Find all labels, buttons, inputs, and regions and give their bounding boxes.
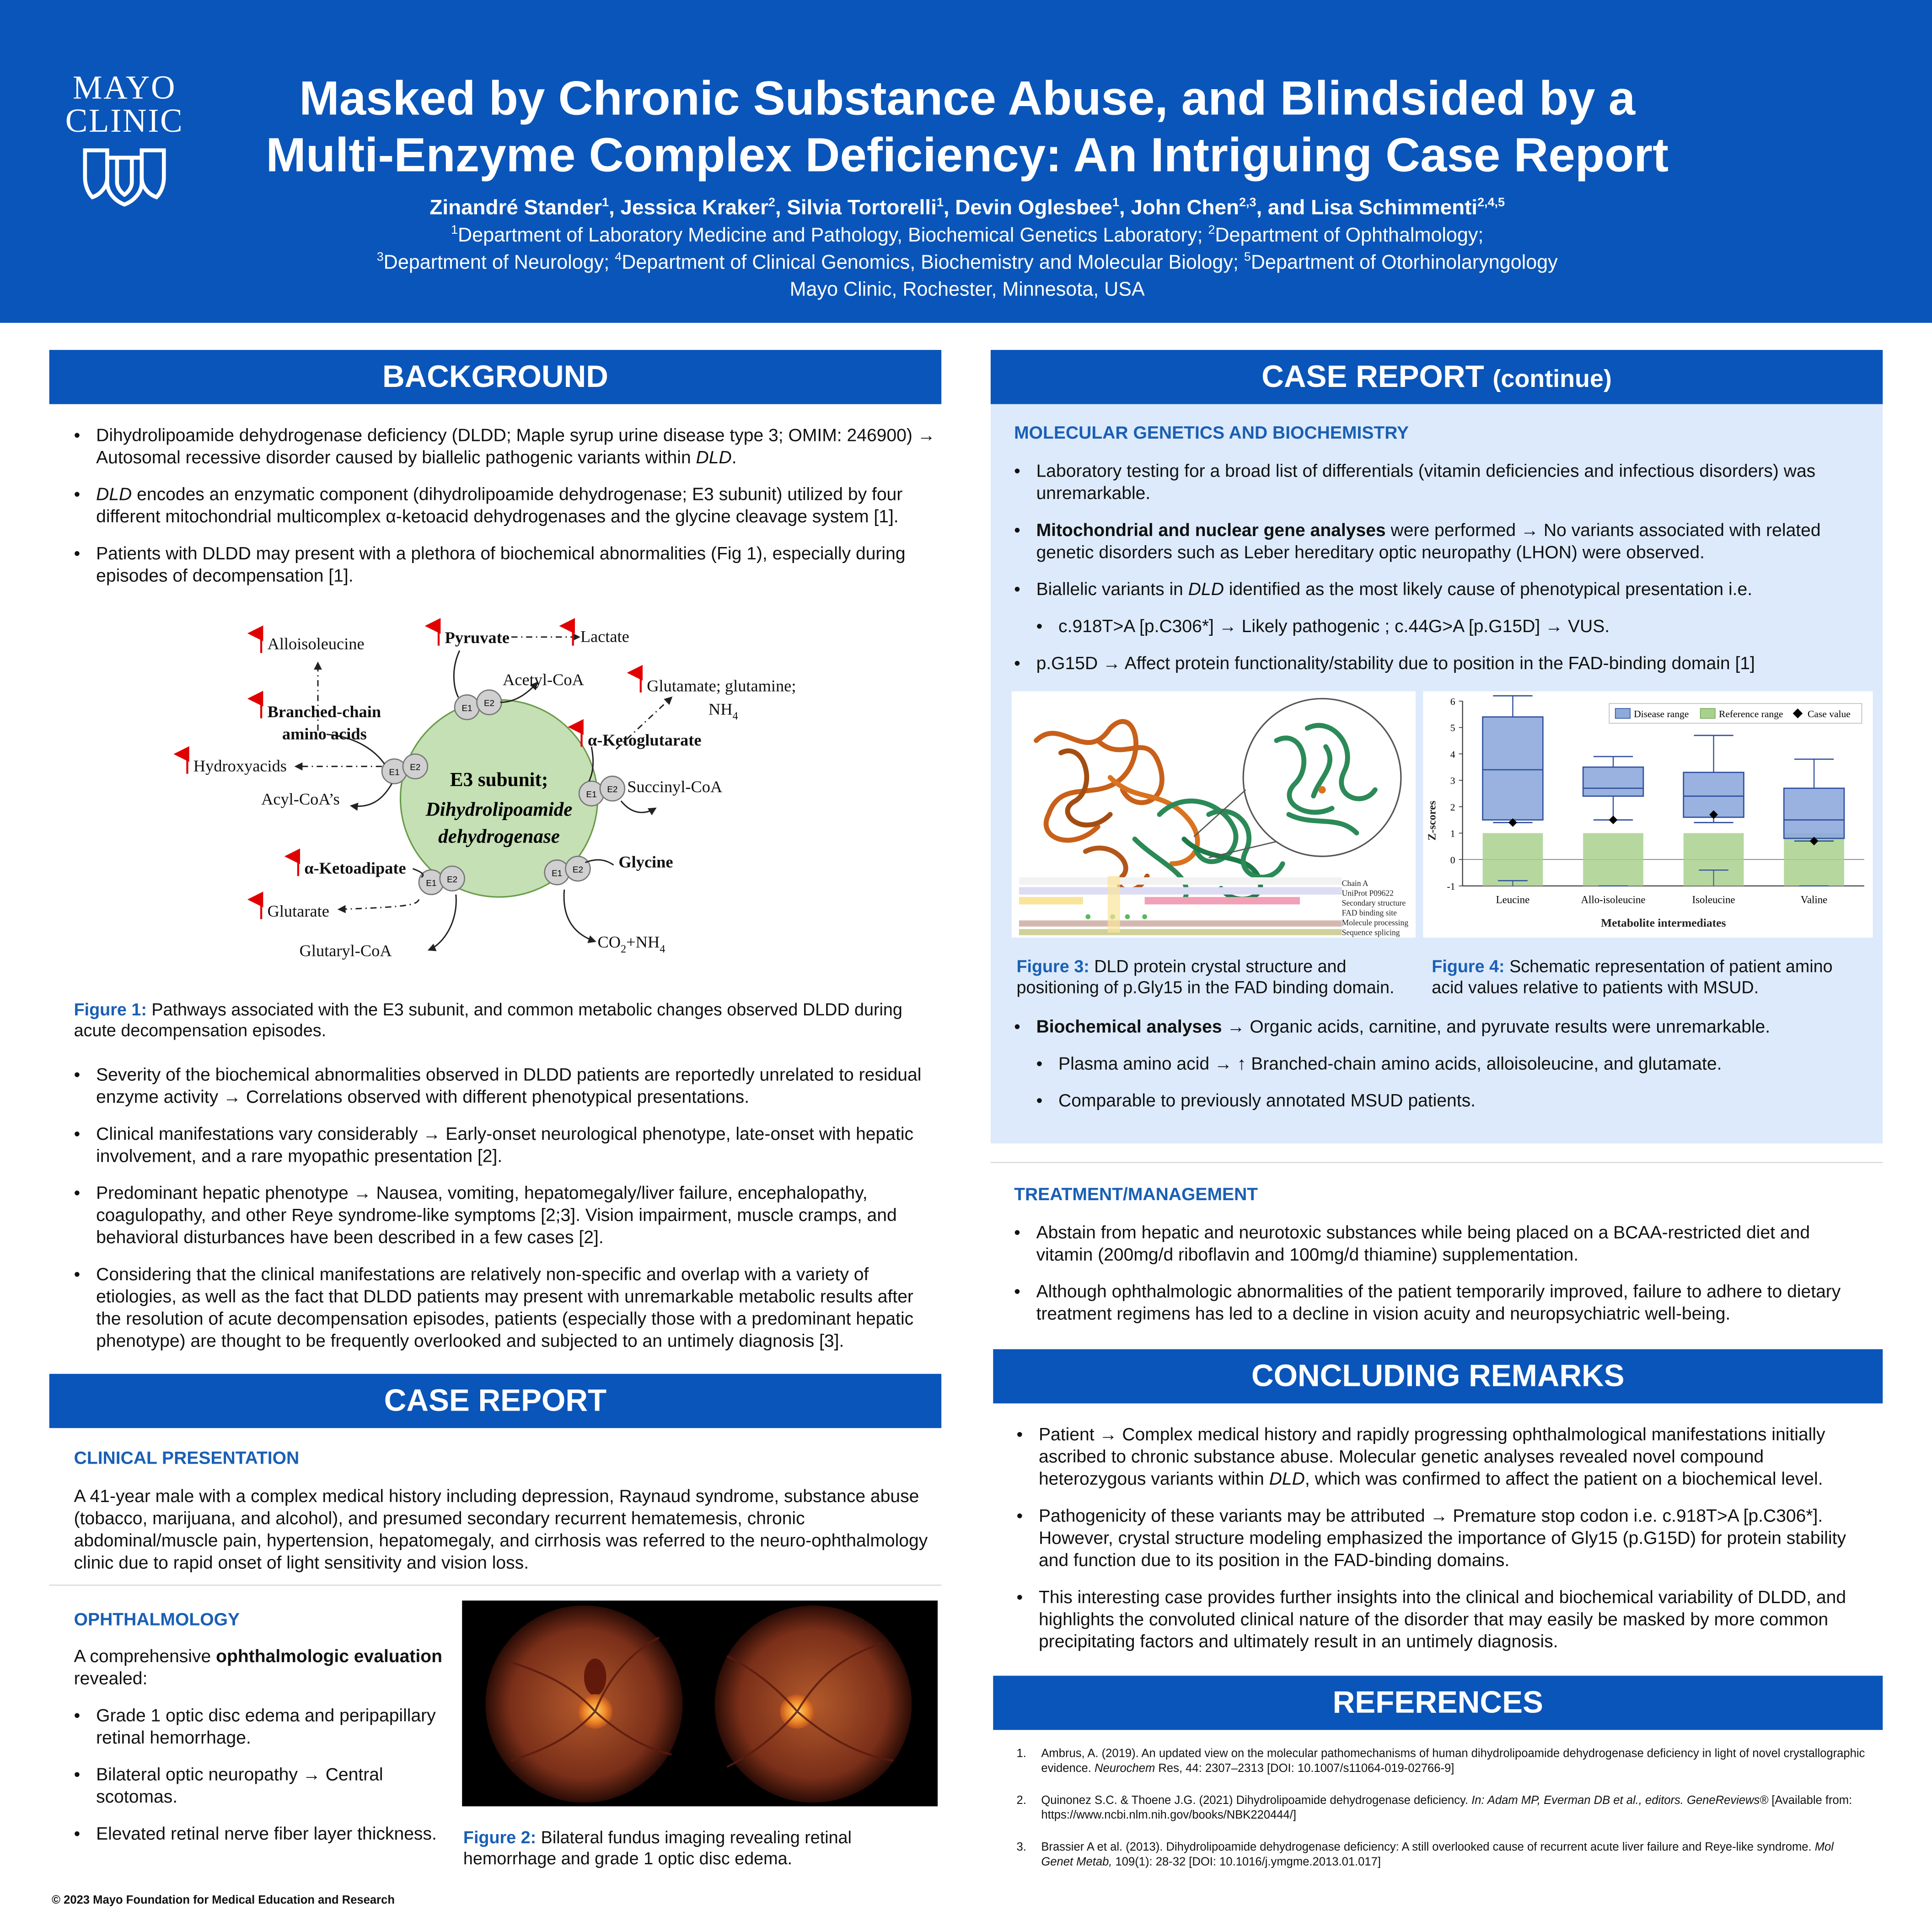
- acyl-coa-arrow: [351, 784, 392, 806]
- author-sup: 1: [936, 196, 944, 210]
- affiliation-line-3: Mayo Clinic, Rochester, Minnesota, USA: [789, 279, 1145, 301]
- text: Abstain from hepatic and neurotoxic substances while being placed on a BCAA-restricted diet and vitamin (200mg/d riboflavin and 100mg/d thiamine) supplementation.: [1036, 1224, 1810, 1266]
- e2-label: E2: [607, 784, 618, 794]
- track-label: Sequence splicing: [1342, 928, 1400, 937]
- author-sep: ,: [943, 196, 955, 220]
- label-pyruvate: Pyruvate: [445, 628, 510, 647]
- fundus-photos: [462, 1600, 938, 1806]
- co2-arrow: [564, 890, 595, 941]
- list-item: [74, 1824, 450, 1846]
- e3-label-2: Dihydrolipoamide: [425, 799, 573, 821]
- affil-text: Department of Laboratory Medicine and Pathology, Biochemical Genetics Laboratory;: [458, 225, 1208, 247]
- list-item: [1036, 1090, 1864, 1112]
- list-item: [74, 484, 937, 529]
- list-item: [74, 1264, 937, 1353]
- text: Considering that the clinical manifestations are relatively non-specific and overlap with a variety of etiologies, as well as the fact that DLDD patients may present with unremarkable metabolic results after the resolution of acute decompensation episodes, patients (especially those with a predominant hepatic phenotype) are thought to be frequently overlooked and subjected to an untimely diagnosis [3].: [96, 1265, 914, 1352]
- background-heading: [49, 350, 941, 404]
- y-tick-label: 0: [1450, 854, 1455, 866]
- figure-label: Figure 3:: [1016, 956, 1089, 976]
- affil-sup: 2: [1208, 224, 1215, 238]
- case-continue-heading-text: CASE REPORT: [1261, 360, 1484, 395]
- list-item: [74, 1705, 450, 1750]
- gly15-marker: [1318, 786, 1326, 794]
- list-item: [1014, 1282, 1864, 1326]
- glutarate-arrow: [339, 900, 419, 910]
- logo-line2: CLINIC: [65, 102, 184, 140]
- poster-title: [222, 71, 1713, 185]
- e1-label: E1: [586, 789, 597, 799]
- text: p.G15D → Affect protein functionality/stability due to position in the FAD-binding domain [1]: [1036, 654, 1755, 674]
- list-item: [1014, 520, 1864, 564]
- case-report-heading-text: CASE REPORT: [384, 1384, 607, 1418]
- e3-label-1: E3 subunit;: [450, 769, 548, 791]
- x-category-label: Isoleucine: [1692, 894, 1735, 906]
- author-sep: , and: [1256, 196, 1311, 220]
- list-item: [74, 543, 937, 588]
- text: DLD protein crystal structure and positioning of p.Gly15 in the FAD binding domain.: [1016, 956, 1395, 997]
- reference-item: [1016, 1747, 1867, 1777]
- text: Mitochondrial and nuclear gene analyses: [1036, 521, 1386, 541]
- reference-box: [1483, 833, 1543, 886]
- text: Laboratory testing for a broad list of differentials (vitamin deficiencies and infectious disorders) was unremarkable.: [1036, 462, 1816, 504]
- text: Ambrus, A. (2019). An updated view on the molecular pathomechanisms of human dihydrolipoamide dehydrogenase deficiency in light of novel crystallographic evidence.: [1041, 1747, 1865, 1776]
- figure-label: Figure 2:: [463, 1827, 537, 1847]
- text: Pathways associated with the E3 subunit, and common metabolic changes observed DLDD during acute decompensation episodes.: [74, 999, 902, 1040]
- disease-box: [1583, 767, 1643, 796]
- zscore-boxplot: [1423, 691, 1873, 938]
- legend-disease-label: Disease range: [1634, 708, 1689, 719]
- figure-1-caption: [74, 999, 924, 1041]
- e1-label: E1: [426, 878, 437, 888]
- text: ophthalmologic evaluation: [216, 1647, 442, 1667]
- references-heading-text: REFERENCES: [1332, 1685, 1543, 1720]
- text: +NH: [626, 933, 660, 951]
- figure-2-caption: [463, 1827, 932, 1869]
- text: CO: [597, 933, 621, 951]
- list-item: [74, 1065, 937, 1109]
- list-item: [1016, 1506, 1867, 1572]
- label-glutaryl-coa: Glutaryl-CoA: [299, 941, 392, 960]
- ref-number: 2.: [1016, 1794, 1026, 1808]
- text: Biochemical analyses: [1036, 1018, 1222, 1038]
- ophthalmology-heading: OPHTHALMOLOGY: [74, 1610, 240, 1631]
- y-tick-label: 6: [1450, 696, 1455, 707]
- label-lactate: Lactate: [580, 627, 629, 646]
- list-item: [1014, 461, 1864, 505]
- text: Although ophthalmologic abnormalities of the patient temporarily improved, failure to adhere to dietary treatment regimens has led to a decline in vision acuity and neuropsychiatric well-being.: [1036, 1283, 1841, 1325]
- y-tick-label: 5: [1450, 722, 1455, 734]
- text: Patients with DLDD may present with a plethora of biochemical abnormalities (Fig 1), especially during episodes of decompensation [1].: [96, 544, 906, 587]
- author-sup: 1: [602, 196, 609, 210]
- treatment-heading: TREATMENT/MANAGEMENT: [1014, 1185, 1258, 1205]
- pyruvate-arrow: [454, 650, 459, 697]
- label-glutarate: Glutarate: [267, 902, 329, 921]
- list-item: [1016, 1587, 1867, 1653]
- disease-box: [1784, 788, 1844, 838]
- text: Predominant hepatic phenotype → Nausea, vomiting, hepatomegaly/liver failure, encephalopathy, coagulopathy, and other Reye syndrome-like symptoms [2;3]. Vision impairment, muscle cramps, and behavioral disturbances have been described in a few cases [2].: [96, 1184, 897, 1248]
- text: Bilateral fundus imaging revealing retinal hemorrhage and grade 1 optic disc edema.: [463, 1827, 852, 1868]
- text: DLD: [696, 448, 732, 468]
- concluding-heading: [993, 1349, 1883, 1404]
- y-axis-label: Z-scores: [1426, 800, 1438, 841]
- list-item: [1014, 579, 1864, 601]
- title-line-1: Masked by Chronic Substance Abuse, and Blindsided by a: [299, 72, 1636, 126]
- title-line-2: Multi-Enzyme Complex Deficiency: An Intriguing Case Report: [266, 129, 1669, 182]
- label-aka: α-Ketoadipate: [304, 859, 406, 877]
- affil-text: Department of Clinical Genomics, Biochemistry and Molecular Biology;: [622, 252, 1244, 274]
- molecular-list: [1014, 461, 1864, 690]
- e2-label: E2: [410, 762, 421, 772]
- concluding-list: [1016, 1424, 1867, 1668]
- label-co2-nh4: [598, 933, 665, 955]
- label-akg: α-Ketoglutarate: [587, 730, 702, 749]
- author-sep: ,: [609, 196, 621, 220]
- text: [Available from: https://www.ncbi.nlm.nih.gov/books/NBK220444/]: [1041, 1794, 1852, 1823]
- affil-sup: 3: [376, 251, 384, 265]
- legend-reference-label: Reference range: [1718, 708, 1783, 719]
- hemorrhage: [584, 1658, 606, 1696]
- list-item: [74, 1183, 937, 1249]
- track-label: Molecule processing: [1342, 918, 1408, 928]
- molecular-genetics-heading: MOLECULAR GENETICS AND BIOCHEMISTRY: [1014, 424, 1409, 444]
- text: revealed:: [74, 1669, 148, 1690]
- text: Severity of the biochemical abnormalities observed in DLDD patients are reportedly unrelated to residual enzyme activity → Correlations observed with different phenotypical presentations.: [96, 1066, 922, 1108]
- legend-case-label: Case value: [1807, 708, 1851, 719]
- text: Biallelic variants in: [1036, 580, 1188, 600]
- chart-legend: [1609, 703, 1862, 723]
- text: A comprehensive: [74, 1647, 216, 1667]
- references-heading: [993, 1676, 1883, 1730]
- text: This interesting case provides further insights into the clinical and biochemical variability of DLDD, and highlights the convoluted clinical nature of the disorder that may easily be masked by more common precipitating factors and ultimately result in an untimely diagnosis.: [1038, 1588, 1846, 1653]
- text: DLD: [1188, 580, 1224, 600]
- text: Clinical manifestations vary considerably → Early-onset neurological phenotype, late-onset with hepatic involvement, and a rare myopathic presentation [2].: [96, 1125, 914, 1167]
- divider: [991, 1162, 1883, 1163]
- case-report-continue-heading: [991, 350, 1883, 404]
- text: Patient → Complex medical history and rapidly progressing ophthalmological manifestations initially ascribed to chronic substance abuse. Molecular genetic analyses revealed novel compound heterozygous variants within: [1038, 1425, 1825, 1490]
- x-category-label: Valine: [1800, 894, 1828, 906]
- protein-structure-figure: [1012, 691, 1416, 938]
- text: Bilateral optic neuropathy → Central scotomas.: [96, 1766, 383, 1808]
- track-label: Secondary structure: [1342, 898, 1406, 908]
- header-banner: [0, 0, 1932, 323]
- x-category-label: Leucine: [1496, 894, 1530, 906]
- legend-disease-swatch: [1615, 708, 1630, 719]
- legend-reference-swatch: [1701, 708, 1715, 719]
- text: Dihydrolipoamide dehydrogenase deficiency (DLDD; Maple syrup urine disease type 3; OMIM: 246900) → Autosomal recessive disorder caused by biallelic pathogenic variants within: [96, 426, 935, 468]
- text: Schematic representation of patient amino acid values relative to patients with MSUD.: [1432, 956, 1833, 997]
- text: Brassier A et al. (2013). Dihydrolipoamide dehydrogenase deficiency: A still overlooked cause of recurrent acute liver failure and Reye-like syndrome.: [1041, 1841, 1815, 1855]
- figure-3-caption: [1016, 956, 1411, 998]
- author-sup: 1: [1112, 196, 1119, 210]
- background-heading-text: BACKGROUND: [382, 360, 608, 395]
- reference-item: [1016, 1794, 1867, 1824]
- y-tick-label: -1: [1447, 880, 1455, 892]
- text: encodes an enzymatic component (dihydrolipoamide dehydrogenase; E3 subunit) utilized by four different mitochondrial multicomplex α-ketoacid dehydrogenases and the glycine cleavage system [1].: [96, 485, 903, 527]
- e1-label: E1: [389, 767, 400, 777]
- references-list: [1016, 1747, 1867, 1888]
- text: DLD: [96, 485, 132, 505]
- label-glycine: Glycine: [618, 853, 673, 871]
- label-glutamate: Glutamate; glutamine;: [647, 676, 796, 695]
- text: Grade 1 optic disc edema and peripapillary retinal hemorrhage.: [96, 1707, 436, 1749]
- text: Elevated retinal nerve fiber layer thickness.: [96, 1825, 437, 1845]
- text: c.918T>A [p.C306*] → Likely pathogenic ; c.44G>A [p.G15D] → VUS.: [1058, 617, 1610, 637]
- figure-label: Figure 4:: [1432, 956, 1505, 976]
- list-item: [1014, 1222, 1864, 1267]
- y-tick-label: 1: [1450, 828, 1455, 839]
- figure-label: Figure 1:: [74, 999, 147, 1019]
- case-report-heading: [49, 1374, 941, 1428]
- ophthalmology-text: [74, 1646, 450, 1861]
- disease-box: [1483, 717, 1543, 820]
- text: were performed → No variants associated with related genetic disorders such as Leber hereditary optic neuropathy (LHON) were observed.: [1036, 521, 1821, 564]
- succinyl-coa-arrow: [621, 801, 655, 812]
- concluding-heading-text: CONCLUDING REMARKS: [1251, 1359, 1625, 1394]
- list-item: [1036, 1053, 1864, 1075]
- text: → Organic acids, carnitine, and pyruvate results were unremarkable.: [1222, 1018, 1771, 1038]
- author-name: John Chen: [1131, 196, 1240, 220]
- figure-4-caption: [1432, 956, 1863, 998]
- list-item: [74, 1765, 450, 1809]
- track-label: Chain A: [1342, 878, 1368, 888]
- copyright-footer: © 2023 Mayo Foundation for Medical Education and Research: [52, 1894, 395, 1908]
- ref-number: 1.: [1016, 1747, 1026, 1761]
- list-item: [74, 1124, 937, 1168]
- author-sep: ,: [775, 196, 787, 220]
- background-list-bottom: [74, 1065, 937, 1368]
- affil-text: Department of Neurology;: [383, 252, 615, 274]
- e2-label: E2: [447, 874, 458, 884]
- e2-label: E2: [483, 698, 495, 708]
- label-bcaa-2: amino acids: [282, 724, 367, 743]
- text: Plasma amino acid → ↑ Branched-chain amino acids, alloisoleucine, and glutamate.: [1058, 1054, 1722, 1075]
- affil-sup: 5: [1244, 251, 1251, 265]
- author-name: Devin Oglesbee: [955, 196, 1112, 220]
- text: Pathogenicity of these variants may be attributed → Premature stop codon i.e. c.918T>A [p.C306*]. However, crystal structure modeling emphasized the importance of Gly15 (p.G15D) for protein stability and function due to its position in the FAD-binding domains.: [1038, 1507, 1846, 1571]
- text: Res, 44: 2307–2313 [DOI: 10.1007/s11064-019-02766-9]: [1155, 1762, 1454, 1776]
- list-item: [1014, 1016, 1864, 1038]
- text: Neurochem: [1095, 1762, 1155, 1776]
- list-item: [1016, 1424, 1867, 1491]
- affil-text: Department of Otorhinolaryngology: [1250, 252, 1558, 274]
- label-alloisoleucine: Alloisoleucine: [267, 634, 365, 653]
- ophth-intro: [74, 1646, 450, 1690]
- fundus-image: [462, 1600, 938, 1806]
- list-item: [1014, 653, 1864, 675]
- list-item: [74, 425, 937, 469]
- author-name: Zinandré Stander: [429, 196, 602, 220]
- text: Mol Genet Metab,: [1041, 1841, 1834, 1869]
- affil-sup: 1: [451, 224, 458, 238]
- text: 4: [660, 943, 665, 955]
- x-category-label: Allo-isoleucine: [1581, 894, 1646, 906]
- label-hydroxyacids: Hydroxyacids: [193, 757, 287, 775]
- author-list: [222, 195, 1713, 222]
- affil-text: Department of Ophthalmology;: [1215, 225, 1484, 247]
- label-succinyl-coa: Succinyl-CoA: [627, 778, 723, 796]
- mayo-clinic-logo: [57, 71, 192, 213]
- text: , which was confirmed to affect the patient on a biochemical level.: [1304, 1470, 1823, 1490]
- divider: [49, 1584, 941, 1586]
- author-sup: 2,4,5: [1477, 196, 1505, 210]
- x-axis-label: Metabolite intermediates: [1601, 916, 1726, 929]
- text: DLD: [1269, 1470, 1305, 1490]
- reference-box: [1583, 833, 1643, 886]
- author-block: [222, 195, 1713, 305]
- e3-label-3: dehydrogenase: [438, 826, 560, 848]
- fundus-right: [714, 1605, 912, 1803]
- reference-item: [1016, 1841, 1867, 1871]
- author-name: Jessica Kraker: [620, 196, 768, 220]
- glutaryl-coa-arrow: [429, 895, 456, 950]
- shield-icon: [80, 145, 169, 207]
- text: 109(1): 28-32 [DOI: 10.1016/j.ymgme.2013.01.017]: [1112, 1856, 1381, 1869]
- affiliation-line-2: [222, 250, 1713, 277]
- author-name: Silvia Tortorelli: [787, 196, 937, 220]
- e2-label: E2: [572, 864, 583, 875]
- text: NH: [708, 700, 733, 719]
- track-label: FAD binding site: [1342, 908, 1397, 918]
- biochemical-list: [1014, 1016, 1864, 1127]
- author-name: Lisa Schimmenti: [1311, 196, 1478, 220]
- text: 2: [621, 943, 627, 955]
- treatment-list: [1014, 1222, 1864, 1341]
- affil-sup: 4: [615, 251, 622, 265]
- text: 4: [732, 710, 738, 723]
- text: Quinonez S.C. & Thoene J.G. (2021) Dihydrolipoamide dehydrogenase deficiency.: [1041, 1794, 1472, 1808]
- clinical-presentation-text: A 41-year male with a complex medical history including depression, Raynaud syndrome, substance abuse (tobacco, marijuana, and alcohol), and presumed secondary recurrent hematemesis, chronic abdominal/muscle pain, hypertension, hepatomegaly, and cirrhosis was referred to the neuro-ophthalmology clinic due to rapid onset of light sensitivity and vision loss.: [74, 1487, 928, 1574]
- logo-line1: MAYO: [72, 69, 177, 106]
- label-nh4: [708, 700, 738, 722]
- label-acyl-coa: Acyl-CoA’s: [261, 790, 340, 809]
- author-sep: ,: [1119, 196, 1131, 220]
- author-sup: 2,3: [1239, 196, 1256, 210]
- affiliation-line-1: [222, 223, 1713, 250]
- label-acetyl-coa: Acetyl-CoA: [503, 670, 584, 689]
- label-bcaa-1: Branched-chain: [267, 702, 381, 721]
- background-list-top: [74, 425, 937, 602]
- text: identified as the most likely cause of phenotypical presentation i.e.: [1224, 580, 1753, 600]
- author-sup: 2: [768, 196, 775, 210]
- y-tick-label: 2: [1450, 801, 1455, 813]
- case-continue-heading-sub: (continue): [1492, 366, 1612, 393]
- text: In: Adam MP, Everman DB et al., editors. GeneReviews®: [1471, 1794, 1769, 1808]
- ref-number: 3.: [1016, 1841, 1026, 1855]
- track-label: UniProt P09622: [1342, 888, 1394, 898]
- e1-label: E1: [462, 703, 472, 713]
- e1-label: E1: [552, 868, 563, 878]
- list-item: [1036, 616, 1864, 638]
- y-tick-label: 3: [1450, 775, 1455, 787]
- e3-pathway-diagram: [172, 614, 838, 971]
- text: .: [731, 448, 737, 468]
- clinical-presentation-heading: CLINICAL PRESENTATION: [74, 1449, 300, 1469]
- y-tick-label: 4: [1450, 749, 1455, 760]
- text: Comparable to previously annotated MSUD patients.: [1058, 1091, 1476, 1111]
